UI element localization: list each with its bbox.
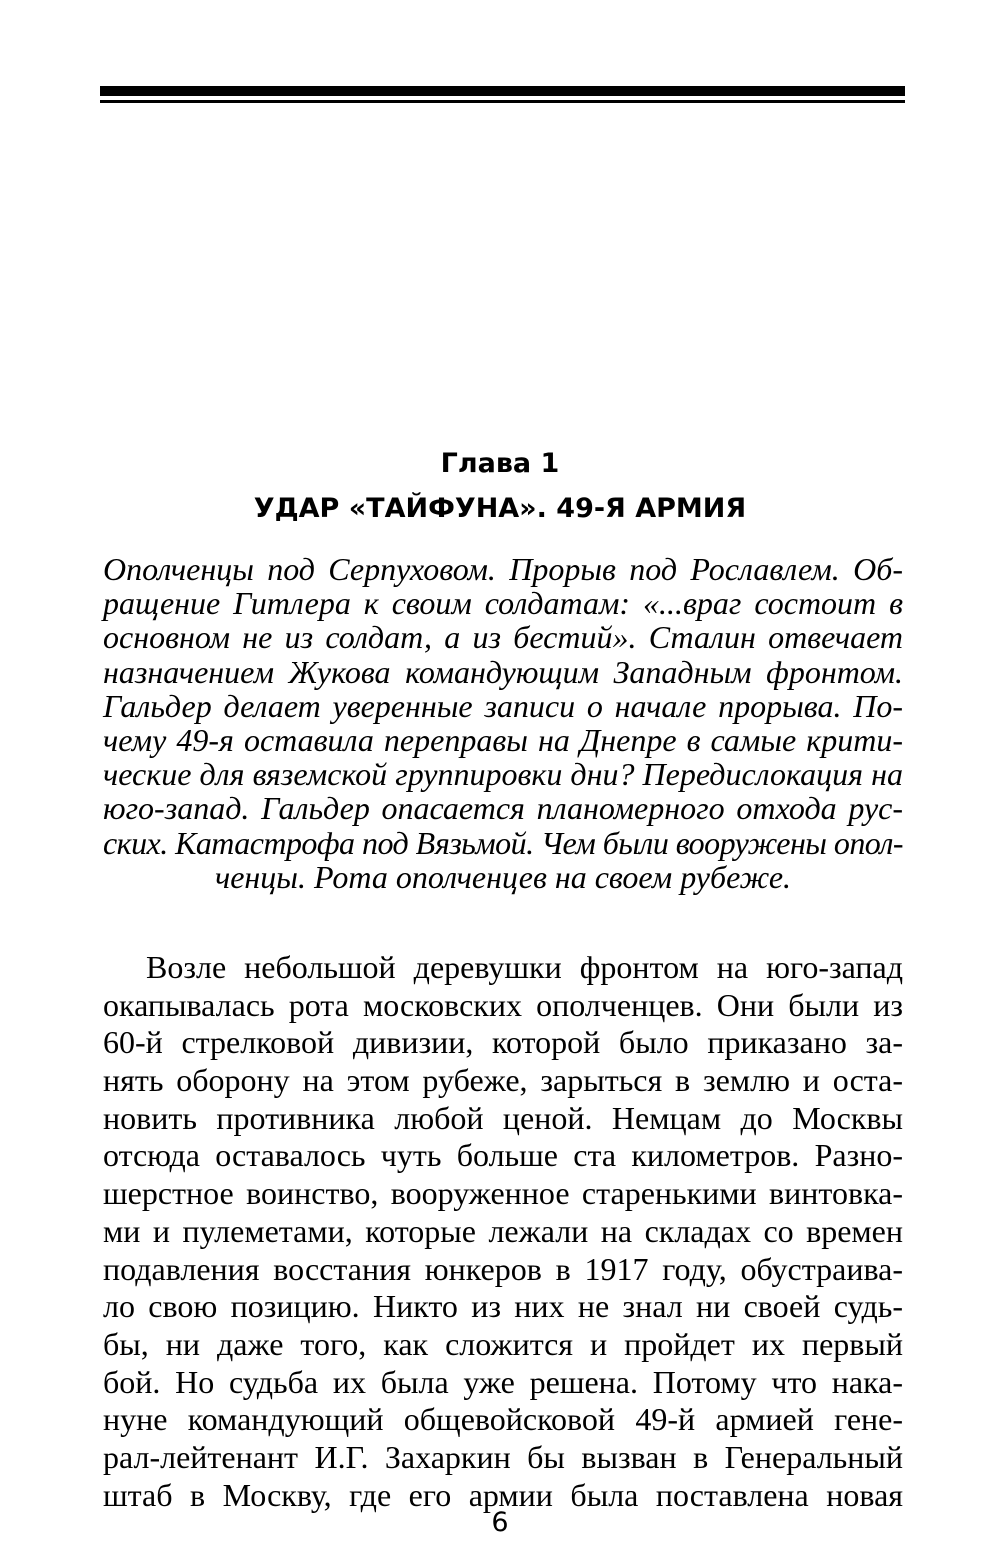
- summary-line: ских. Катастрофа под Вязьмой. Чем были вооружены опол-: [103, 824, 904, 861]
- body-line: подавления восстания юнкеров в 1917 году, обустраива-: [103, 1250, 903, 1287]
- summary-line: назначением Жукова командующим Западным фронтом.: [103, 653, 903, 690]
- chapter-label: Глава 1: [440, 448, 560, 479]
- body-line: 60-й стрелковой дивизии, которой было приказано за-: [103, 1024, 903, 1061]
- body-line: ло свою позицию. Никто из них не знал ни своей судь-: [103, 1288, 903, 1325]
- body-line: окапывалась рота московских ополченцев. Они были из: [103, 986, 903, 1023]
- body-line: нуне командующий общевойсковой 49-й армией гене-: [103, 1401, 903, 1438]
- body-line: Возле небольшой деревушки фронтом на юго-запад: [146, 949, 903, 985]
- body-line: ми и пулеметами, которые лежали на складах со времен: [103, 1212, 903, 1249]
- body-paragraph: [103, 949, 903, 1514]
- body-line: бы, ни даже того, как сложится и пройдет их первый: [103, 1325, 903, 1362]
- header-rule-thick: [100, 86, 905, 96]
- body-line: шерстное воинство, вооруженное старенькими винтовка-: [103, 1175, 903, 1212]
- body-line: новить противника любой ценой. Немцам до Москвы: [103, 1099, 903, 1136]
- body-line: отсюда оставалось чуть больше ста километров. Разно-: [103, 1137, 903, 1174]
- summary-line: ческие для вяземской группировки дни? Передислокация на: [103, 756, 903, 793]
- summary-line: Ополченцы под Серпуховом. Прорыв под Рославлем. Об-: [103, 551, 903, 587]
- page-number: 6: [491, 1507, 509, 1538]
- summary-line: юго-запад. Гальдер опасается планомерного отхода рус-: [103, 790, 903, 827]
- body-line: рал-лейтенант И.Г. Захаркин бы вызван в Генеральный: [103, 1438, 903, 1475]
- summary-line: чему 49-я оставила переправы на Днепре в самые крити-: [103, 721, 903, 758]
- body-line: штаб в Москву, где его армии была поставлена новая: [103, 1476, 903, 1513]
- body-line: бой. Но судьба их была уже решена. Потому что нака-: [103, 1363, 903, 1400]
- chapter-summary: [103, 552, 903, 894]
- header-rule-thin: [100, 100, 905, 103]
- summary-line: ченцы. Рота ополченцев на своем рубеже.: [214, 858, 792, 895]
- chapter-title: УДАР «ТАЙФУНА». 49-Я АРМИЯ: [253, 493, 747, 524]
- body-line: нять оборону на этом рубеже, зарыться в землю и оста-: [103, 1062, 903, 1099]
- summary-line: Гальдер делает уверенные записи о начале прорыва. По-: [103, 687, 903, 724]
- summary-line: основном не из солдат, а из бестий». Сталин отвечает: [103, 619, 903, 656]
- summary-line: ращение Гитлера к своим солдатам: «...враг состоит в: [103, 585, 903, 622]
